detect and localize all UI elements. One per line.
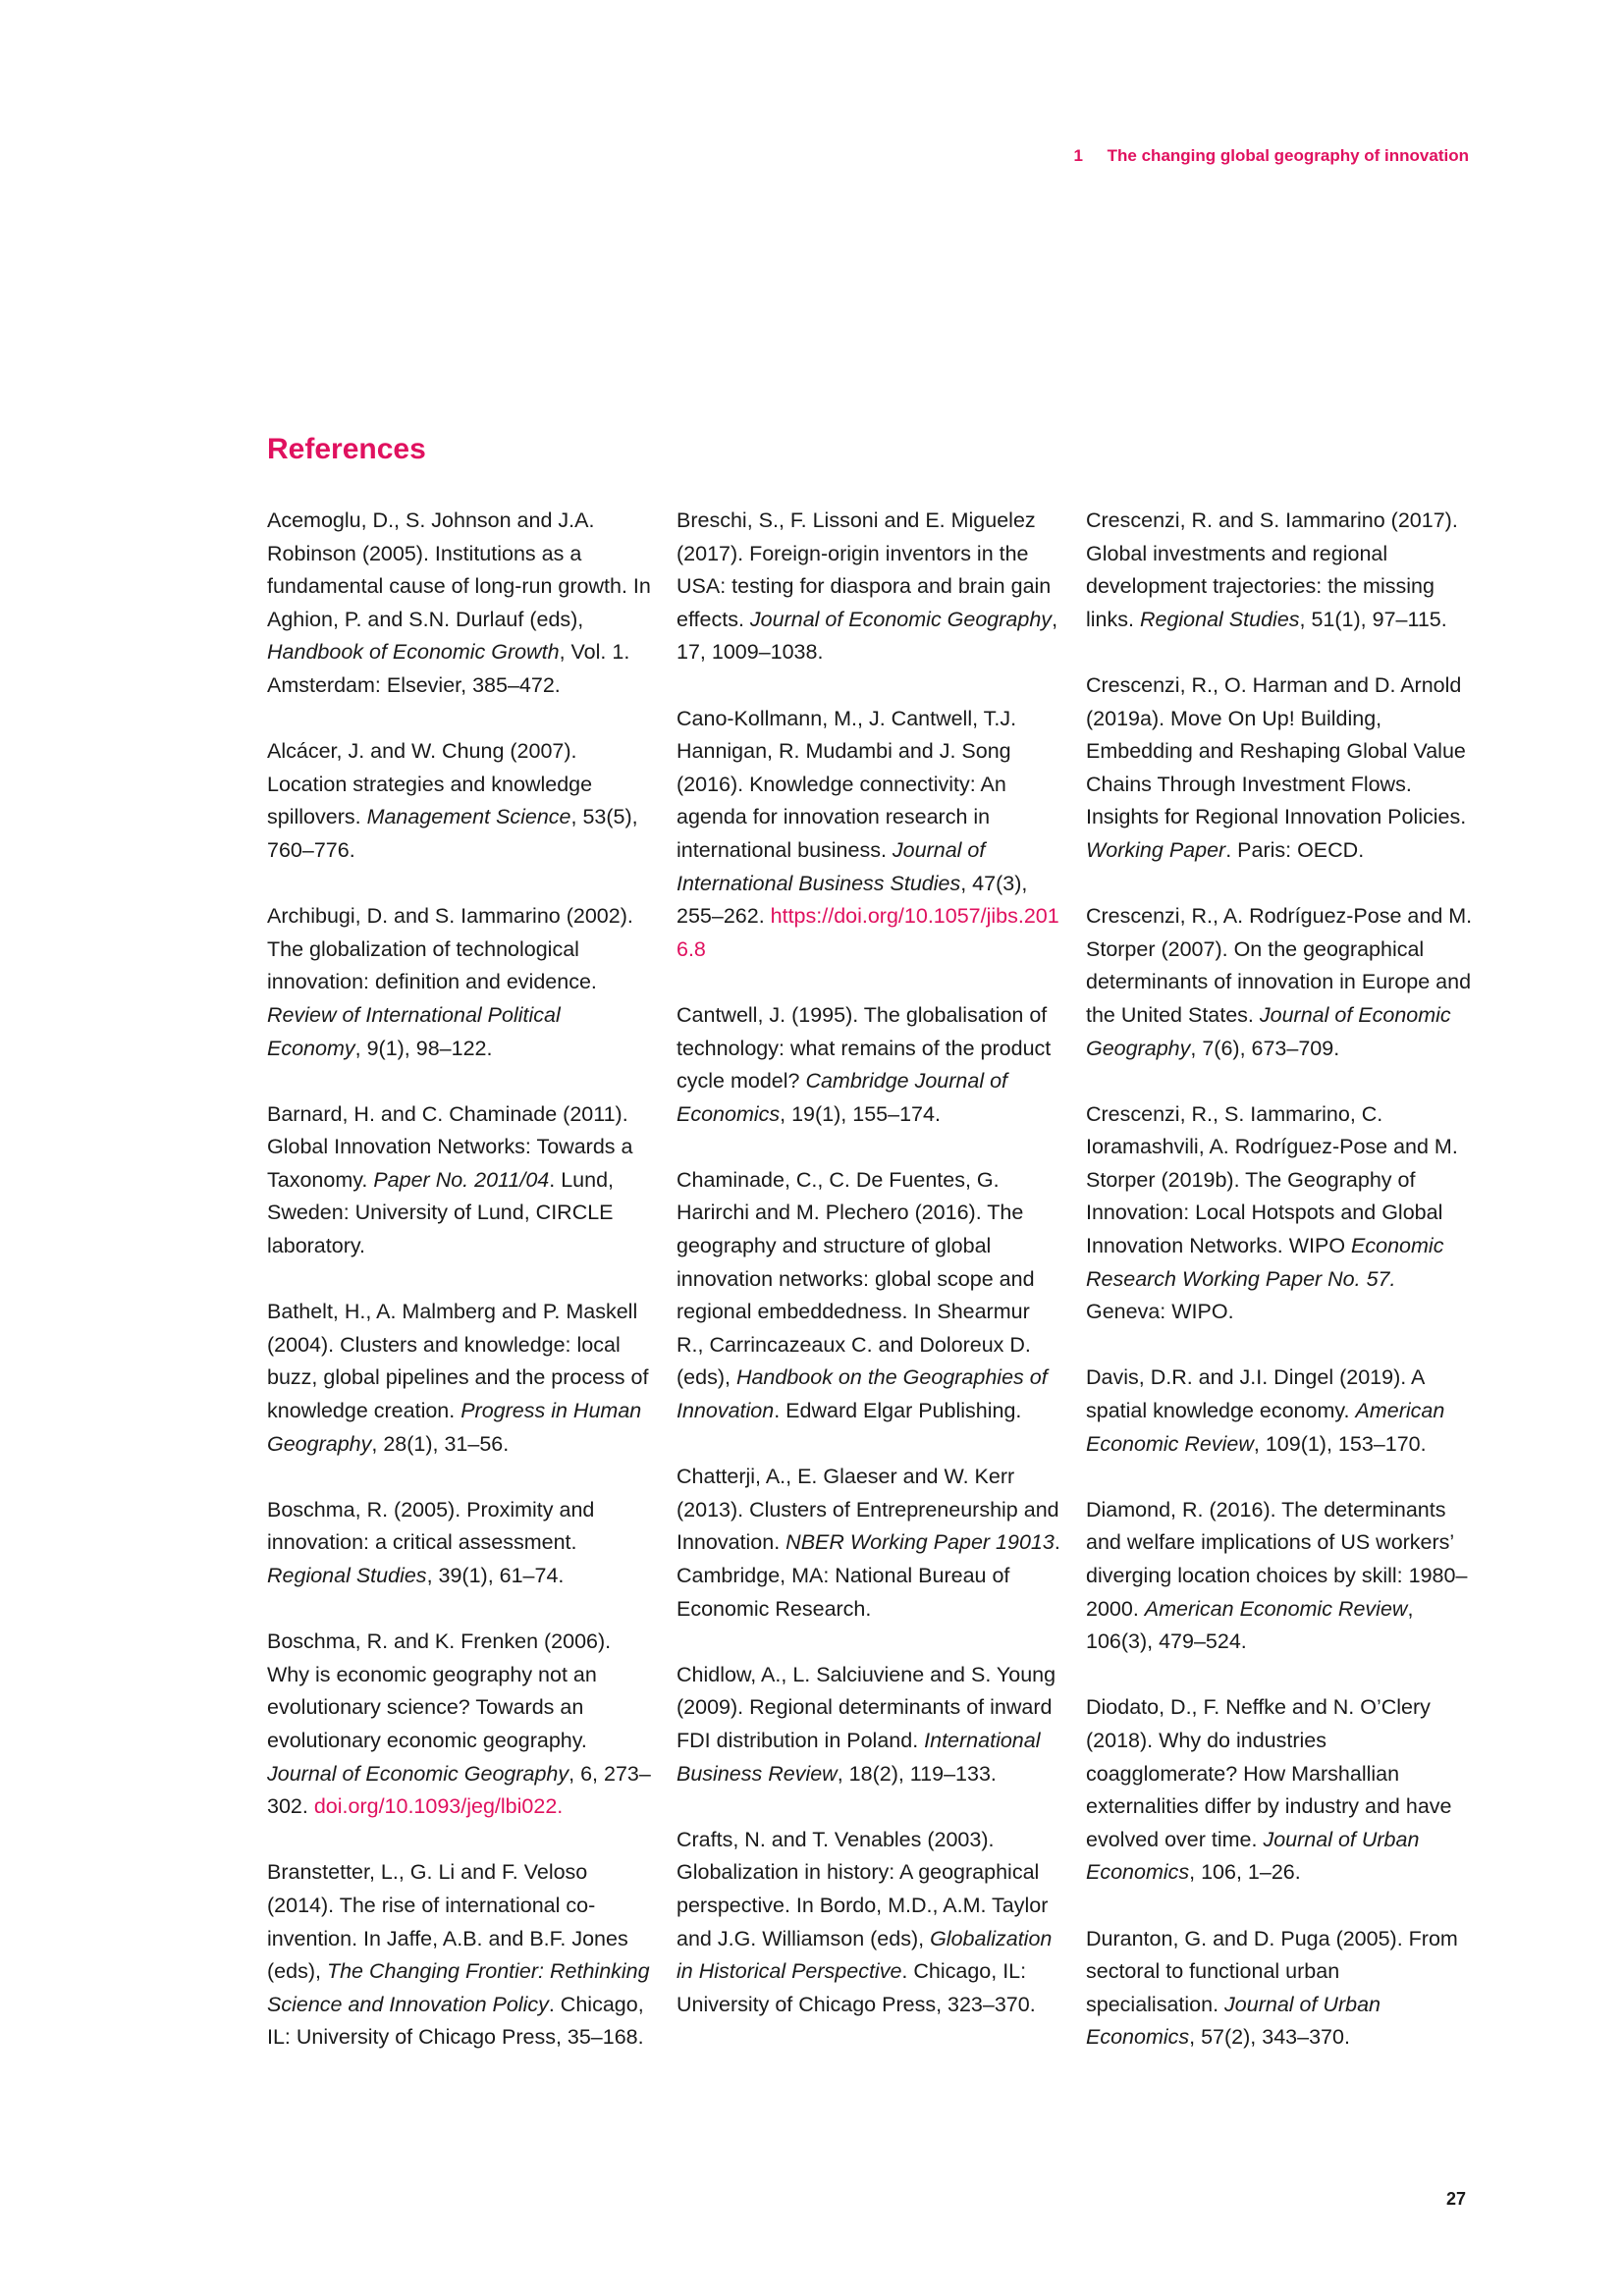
reference-text: , 47(3), 255–262.: [677, 871, 1028, 929]
reference-text: , 39(1), 61–74.: [426, 1564, 565, 1587]
reference-text: Duranton, G. and D. Puga (2005). From sectoral to functional urban specialisation.: [1086, 1926, 1458, 2016]
page-number: 27: [1445, 2189, 1466, 2209]
reference-text: , 7(6), 673–709.: [1190, 1036, 1340, 1060]
references-column-1: [267, 505, 652, 2055]
reference-text: Chidlow, A., L. Salciuviene and S. Young (2009). Regional determinants of inward FDI distribution in Poland.: [677, 1662, 1056, 1752]
reference-text: , 18(2), 119–133.: [837, 1761, 997, 1786]
reference-text: Branstetter, L., G. Li and F. Veloso (2014). The rise of international co-invention. In Jaffe, A.B. and B.F. Jones (eds),: [267, 1860, 628, 1984]
reference-entry: [1086, 1362, 1474, 1461]
reference-entry: [267, 1494, 652, 1593]
reference-text: , 106, 1–26.: [1189, 1860, 1301, 1885]
reference-text: . Chicago, IL: University of Chicago Press, 323–370.: [677, 1959, 1036, 2016]
references-column-2: [677, 505, 1061, 2021]
reference-title: Journal of Economic Geography: [1086, 1002, 1451, 1060]
reference-entry: [677, 703, 1061, 967]
reference-text: , 19(1), 155–174.: [780, 1101, 941, 1126]
reference-title: American Economic Review: [1144, 1596, 1408, 1621]
reference-text: Chatterji, A., E. Glaeser and W. Kerr (2013). Clusters of Entrepreneurship and Innovation.: [677, 1465, 1059, 1555]
reference-text: . Lund, Sweden: University of Lund, CIRCLE laboratory.: [267, 1167, 614, 1258]
reference-title: Journal of Urban Economics: [1086, 1992, 1380, 2050]
reference-text: , 9(1), 98–122.: [354, 1036, 493, 1060]
reference-title: Journal of Economic Geography: [749, 607, 1053, 631]
reference-text: Cano-Kollmann, M., J. Cantwell, T.J. Hannigan, R. Mudambi and J. Song (2016). Knowledge connectivity: An agenda for innovation research in international business.: [677, 706, 1017, 862]
section-title: References: [267, 433, 426, 465]
reference-title: The Changing Frontier: Rethinking Science and Innovation Policy: [267, 1959, 650, 2016]
reference-entry: [677, 1659, 1061, 1790]
reference-text: Diamond, R. (2016). The determinants and welfare implications of US workers’ diverging location choices by skill: 1980–2000.: [1086, 1497, 1468, 1621]
reference-text: , 17, 1009–1038.: [677, 607, 1058, 665]
reference-text: Acemoglu, D., S. Johnson and J.A. Robinson (2005). Institutions as a fundamental cause of long-run growth. In Aghion, P. and S.N. Durlauf (eds),: [267, 508, 651, 631]
references-column-3: [1086, 505, 1474, 2055]
reference-text: Crescenzi, R., O. Harman and D. Arnold (2019a). Move On Up! Building, Embedding and Reshaping Global Value Chains Through Investment Flows. Insights for Regional Innovation Policies.: [1086, 672, 1467, 829]
reference-title: Handbook on the Geographies of Innovation: [677, 1365, 1048, 1423]
reference-title: Management Science: [366, 805, 571, 829]
chapter-number: 1: [1073, 146, 1083, 165]
reference-entry: [267, 1856, 652, 2055]
reference-entry: [677, 999, 1061, 1131]
reference-text: Crescenzi, R., S. Iammarino, C. Ioramashvili, A. Rodríguez-Pose and M. Storper (2019b). The Geography of Innovation: Local Hotspots and Global Innovation Networks. WIPO: [1086, 1101, 1458, 1258]
reference-text: . Chicago, IL: University of Chicago Press, 35–168.: [267, 1992, 644, 2050]
reference-title: Regional Studies: [1139, 607, 1300, 631]
reference-title: Journal of Urban Economics: [1086, 1827, 1420, 1885]
reference-entry: [677, 505, 1061, 669]
reference-text: Chaminade, C., C. De Fuentes, G. Harirchi and M. Plechero (2016). The geography and structure of global innovation networks: global scope and regional embeddedness. In Shearmur R., Carrincazeaux C. and Doloreux D. (eds),: [677, 1167, 1035, 1390]
reference-entry: [677, 1461, 1061, 1626]
reference-title: Review of International Political Economy: [267, 1002, 561, 1060]
reference-text: Cantwell, J. (1995). The globalisation of technology: what remains of the product cycle model?: [677, 1002, 1052, 1094]
reference-entry: [1086, 1691, 1474, 1890]
reference-text: Boschma, R. (2005). Proximity and innovation: a critical assessment.: [267, 1497, 595, 1555]
reference-text: , 106(3), 479–524.: [1086, 1596, 1414, 1654]
reference-entry: [1086, 900, 1474, 1065]
chapter-title: The changing global geography of innovation: [1107, 146, 1469, 165]
reference-text: , 6, 273–302.: [267, 1761, 651, 1819]
reference-entry: [267, 900, 652, 1065]
reference-title: Globalization in Historical Perspective: [677, 1926, 1053, 1984]
reference-title: Regional Studies: [267, 1564, 427, 1587]
reference-text: Crafts, N. and T. Venables (2003). Globalization in history: A geographical perspective. In Bordo, M.D., A.M. Taylor and J.G. Williamson (eds),: [677, 1827, 1049, 1950]
reference-title: Handbook of Economic Growth: [267, 640, 560, 665]
reference-text: Diodato, D., F. Neffke and N. O’Clery (2018). Why do industries coagglomerate? How Marshallian externalities differ by industry and have evolved over time.: [1086, 1695, 1452, 1851]
reference-entry: [267, 505, 652, 703]
reference-title: Cambridge Journal of Economics: [677, 1069, 1008, 1126]
reference-entry: [267, 1626, 652, 1824]
reference-text: Crescenzi, R., A. Rodríguez-Pose and M. Storper (2007). On the geographical determinants of innovation in Europe and the United States.: [1086, 904, 1473, 1027]
reference-title: Progress in Human Geography: [267, 1399, 642, 1456]
reference-text: Boschma, R. and K. Frenken (2006). Why is economic geography not an evolutionary science? Towards an evolutionary economic geography.: [267, 1629, 612, 1752]
reference-text: , 28(1), 31–56.: [371, 1431, 510, 1456]
reference-text: , 51(1), 97–115.: [1299, 607, 1447, 631]
reference-text: Bathelt, H., A. Malmberg and P. Maskell (2004). Clusters and knowledge: local buzz, global pipelines and the process of knowledge creation.: [267, 1300, 649, 1423]
reference-text: , 53(5), 760–776.: [267, 805, 638, 862]
reference-title: Working Paper: [1086, 837, 1226, 862]
reference-entry: [267, 1296, 652, 1461]
reference-entry: [267, 735, 652, 867]
reference-text: , Vol. 1. Amsterdam: Elsevier, 385–472.: [267, 640, 630, 697]
reference-text: Davis, D.R. and J.I. Dingel (2019). A spatial knowledge economy.: [1086, 1365, 1425, 1423]
reference-text: , 57(2), 343–370.: [1189, 2025, 1350, 2050]
reference-text: Alcácer, J. and W. Chung (2007). Location strategies and knowledge spillovers.: [267, 739, 593, 829]
reference-title: Journal of Economic Geography: [267, 1761, 569, 1786]
reference-title: Paper No. 2011/04: [373, 1167, 550, 1192]
reference-entry: [267, 1098, 652, 1263]
reference-title: Journal of International Business Studies: [677, 837, 986, 895]
reference-text: Breschi, S., F. Lissoni and E. Miguelez (2017). Foreign-origin inventors in the USA: testing for diaspora and brain gain effects.: [677, 508, 1052, 631]
reference-text: Archibugi, D. and S. Iammarino (2002). The globalization of technological innovation: definition and evidence.: [267, 904, 633, 994]
reference-text: Geneva: WIPO.: [1086, 1300, 1234, 1324]
reference-entry: [1086, 1923, 1474, 2055]
reference-text: , 109(1), 153–170.: [1253, 1431, 1427, 1456]
reference-text: . Paris: OECD.: [1225, 837, 1365, 862]
reference-title: International Business Review: [677, 1728, 1041, 1786]
reference-text: Crescenzi, R. and S. Iammarino (2017). Global investments and regional development trajectories: the missing links.: [1086, 508, 1458, 631]
reference-entry: [1086, 669, 1474, 868]
reference-text: . Cambridge, MA: National Bureau of Economic Research.: [677, 1530, 1060, 1621]
reference-text: . Edward Elgar Publishing.: [774, 1399, 1022, 1423]
doi-link[interactable]: doi.org/10.1093/jeg/lbi022.: [313, 1794, 564, 1819]
doi-link[interactable]: https://doi.org/10.1057/jibs.2016.8: [677, 904, 1059, 961]
reference-title: NBER Working Paper 19013: [785, 1530, 1055, 1555]
running-header: [1073, 146, 1469, 166]
reference-entry: [1086, 1098, 1474, 1329]
reference-title: Economic Research Working Paper No. 57.: [1086, 1234, 1444, 1291]
reference-entry: [1086, 1494, 1474, 1659]
reference-entry: [677, 1164, 1061, 1428]
reference-entry: [677, 1824, 1061, 2022]
reference-title: American Economic Review: [1086, 1399, 1445, 1456]
reference-entry: [1086, 505, 1474, 636]
reference-text: Barnard, H. and C. Chaminade (2011). Global Innovation Networks: Towards a Taxonomy.: [267, 1101, 633, 1192]
